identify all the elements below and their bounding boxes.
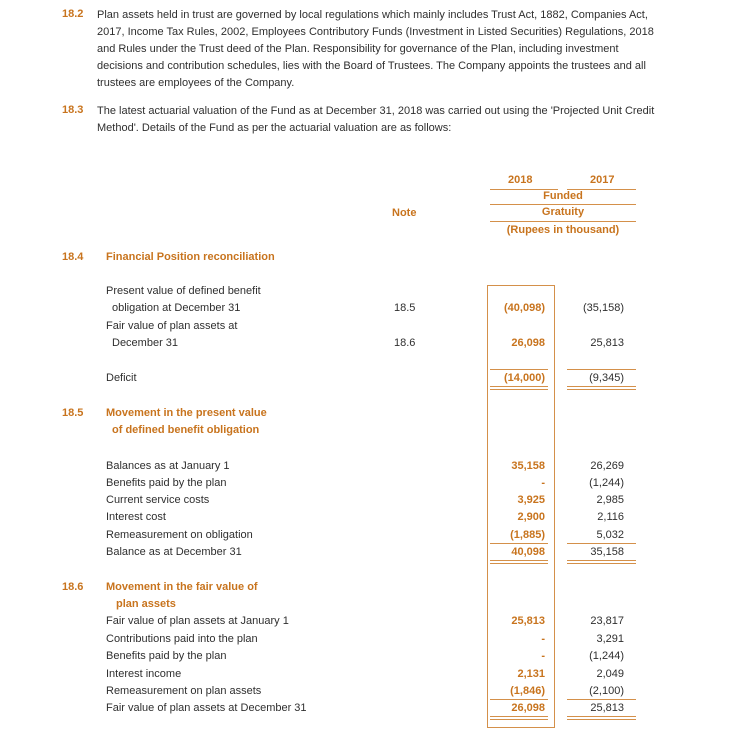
- value-2018: 35,158: [511, 460, 545, 472]
- header-year-2017: 2017: [590, 174, 615, 186]
- total-rule-double: [490, 716, 548, 717]
- section-number-18-4: 18.4: [62, 251, 84, 263]
- header-rule: [490, 204, 636, 205]
- total-rule-top: [567, 543, 636, 544]
- row-label: Benefits paid by the plan: [106, 477, 227, 489]
- row-label: Benefits paid by the plan: [106, 650, 227, 662]
- value-2017: (9,345): [589, 372, 624, 384]
- value-2018: 3,925: [517, 494, 545, 506]
- value-2017: 2,116: [597, 511, 624, 523]
- value-2017: (1,244): [589, 477, 624, 489]
- total-rule-top: [567, 369, 636, 370]
- section-number-18-2: 18.2: [62, 8, 84, 20]
- section-title-18-5: Movement in the present value: [106, 407, 267, 419]
- value-2018: (1,885): [510, 529, 545, 541]
- value-2017: 2,985: [596, 494, 624, 506]
- row-label: obligation at December 31: [112, 302, 241, 314]
- total-rule-top: [567, 699, 636, 700]
- section-title-18-6: Movement in the fair value of: [106, 581, 258, 593]
- row-label: Fair value of plan assets at January 1: [106, 615, 289, 627]
- row-label: Present value of defined benefit: [106, 285, 261, 297]
- row-note: 18.6: [394, 337, 416, 349]
- value-2018: (1,846): [510, 685, 545, 697]
- row-label: Interest cost: [106, 511, 166, 523]
- row-label: Remeasurement on obligation: [106, 529, 253, 541]
- value-2018: 2,131: [517, 668, 545, 680]
- paragraph-18-2: [97, 7, 669, 92]
- total-rule-double: [490, 560, 548, 561]
- total-rule-double: [567, 716, 636, 717]
- section-number-18-6: 18.6: [62, 581, 84, 593]
- row-label: Balances as at January 1: [106, 460, 230, 472]
- total-rule-double: [490, 386, 548, 387]
- value-2018: 2,900: [517, 511, 545, 523]
- total-rule-double: [490, 389, 548, 390]
- section-title-18-5: of defined benefit obligation: [112, 424, 260, 436]
- paragraph-line: Plan assets held in trust are governed by local regulations which mainly includes Trust Act, 1882, Companies Act,: [97, 9, 648, 21]
- row-label: Fair value of plan assets at December 31: [106, 702, 307, 714]
- total-rule-double: [567, 386, 636, 387]
- header-gratuity: Gratuity: [541, 206, 585, 218]
- row-label: Current service costs: [106, 494, 210, 506]
- value-2017: 2,049: [596, 668, 624, 680]
- total-rule-double: [567, 719, 636, 720]
- section-number-18-3: 18.3: [62, 104, 84, 116]
- value-2017: 35,158: [590, 546, 624, 558]
- row-label: Interest income: [106, 668, 182, 680]
- row-label: Contributions paid into the plan: [106, 633, 258, 645]
- header-year-2018: 2018: [508, 174, 533, 186]
- total-rule-top: [490, 543, 548, 544]
- row-label-deficit: Deficit: [106, 372, 137, 384]
- row-label: Balance as at December 31: [106, 546, 242, 558]
- value-2017: 3,291: [596, 633, 624, 645]
- header-units: (Rupees in thousand): [506, 224, 620, 236]
- value-2017: (1,244): [589, 650, 624, 662]
- total-rule-double: [567, 389, 636, 390]
- value-2018: 26,098: [511, 337, 545, 349]
- paragraph-line: 2017, Income Tax Rules, 2002, Employees Contributory Funds (Investment in Listed Securities) Regulations, 2018: [97, 26, 654, 38]
- value-2018: 40,098: [511, 546, 545, 558]
- row-label: December 31: [112, 337, 179, 349]
- value-2018: (40,098): [504, 302, 545, 314]
- value-2017: (35,158): [583, 302, 624, 314]
- value-2018: (14,000): [504, 372, 545, 384]
- value-2018: -: [541, 650, 545, 662]
- total-rule-double: [490, 563, 548, 564]
- total-rule-double: [490, 719, 548, 720]
- total-rule-double: [567, 560, 636, 561]
- paragraph-line: The latest actuarial valuation of the Fund as at December 31, 2018 was carried out using the 'Projected Unit Credit: [97, 105, 655, 117]
- total-rule-double: [567, 563, 636, 564]
- value-2018: 26,098: [511, 702, 545, 714]
- total-rule-top: [490, 369, 548, 370]
- value-2017: 26,269: [590, 460, 624, 472]
- paragraph-line: trustees are employees of the Company.: [97, 77, 295, 89]
- row-note: 18.5: [394, 302, 416, 314]
- value-2017: 23,817: [590, 615, 624, 627]
- value-2018: -: [541, 633, 545, 645]
- value-2017: 5,032: [596, 529, 624, 541]
- value-2017: (2,100): [589, 685, 624, 697]
- paragraph-line: and Rules under the Trust deed of the Plan. Responsibility for governance of the Plan, including investment: [97, 43, 619, 55]
- paragraph-18-3: [97, 103, 669, 137]
- value-2017: 25,813: [590, 337, 624, 349]
- header-rule: [490, 221, 636, 222]
- paragraph-line: decisions and contribution schedules, lies with the Board of Trustees. The Company appoints the trustees and all: [97, 60, 646, 72]
- header-note: Note: [392, 207, 417, 219]
- header-funded: Funded: [543, 190, 583, 202]
- value-2018: -: [541, 477, 545, 489]
- paragraph-line: Method'. Details of the Fund as per the actuarial valuation are as follows:: [97, 122, 452, 134]
- row-label: Remeasurement on plan assets: [106, 685, 262, 697]
- section-number-18-5: 18.5: [62, 407, 84, 419]
- section-title-18-6: plan assets: [116, 598, 176, 610]
- value-2018: 25,813: [511, 615, 545, 627]
- total-rule-top: [490, 699, 548, 700]
- section-title-18-4: Financial Position reconciliation: [106, 251, 275, 263]
- value-2017: 25,813: [590, 702, 624, 714]
- row-label: Fair value of plan assets at: [106, 320, 238, 332]
